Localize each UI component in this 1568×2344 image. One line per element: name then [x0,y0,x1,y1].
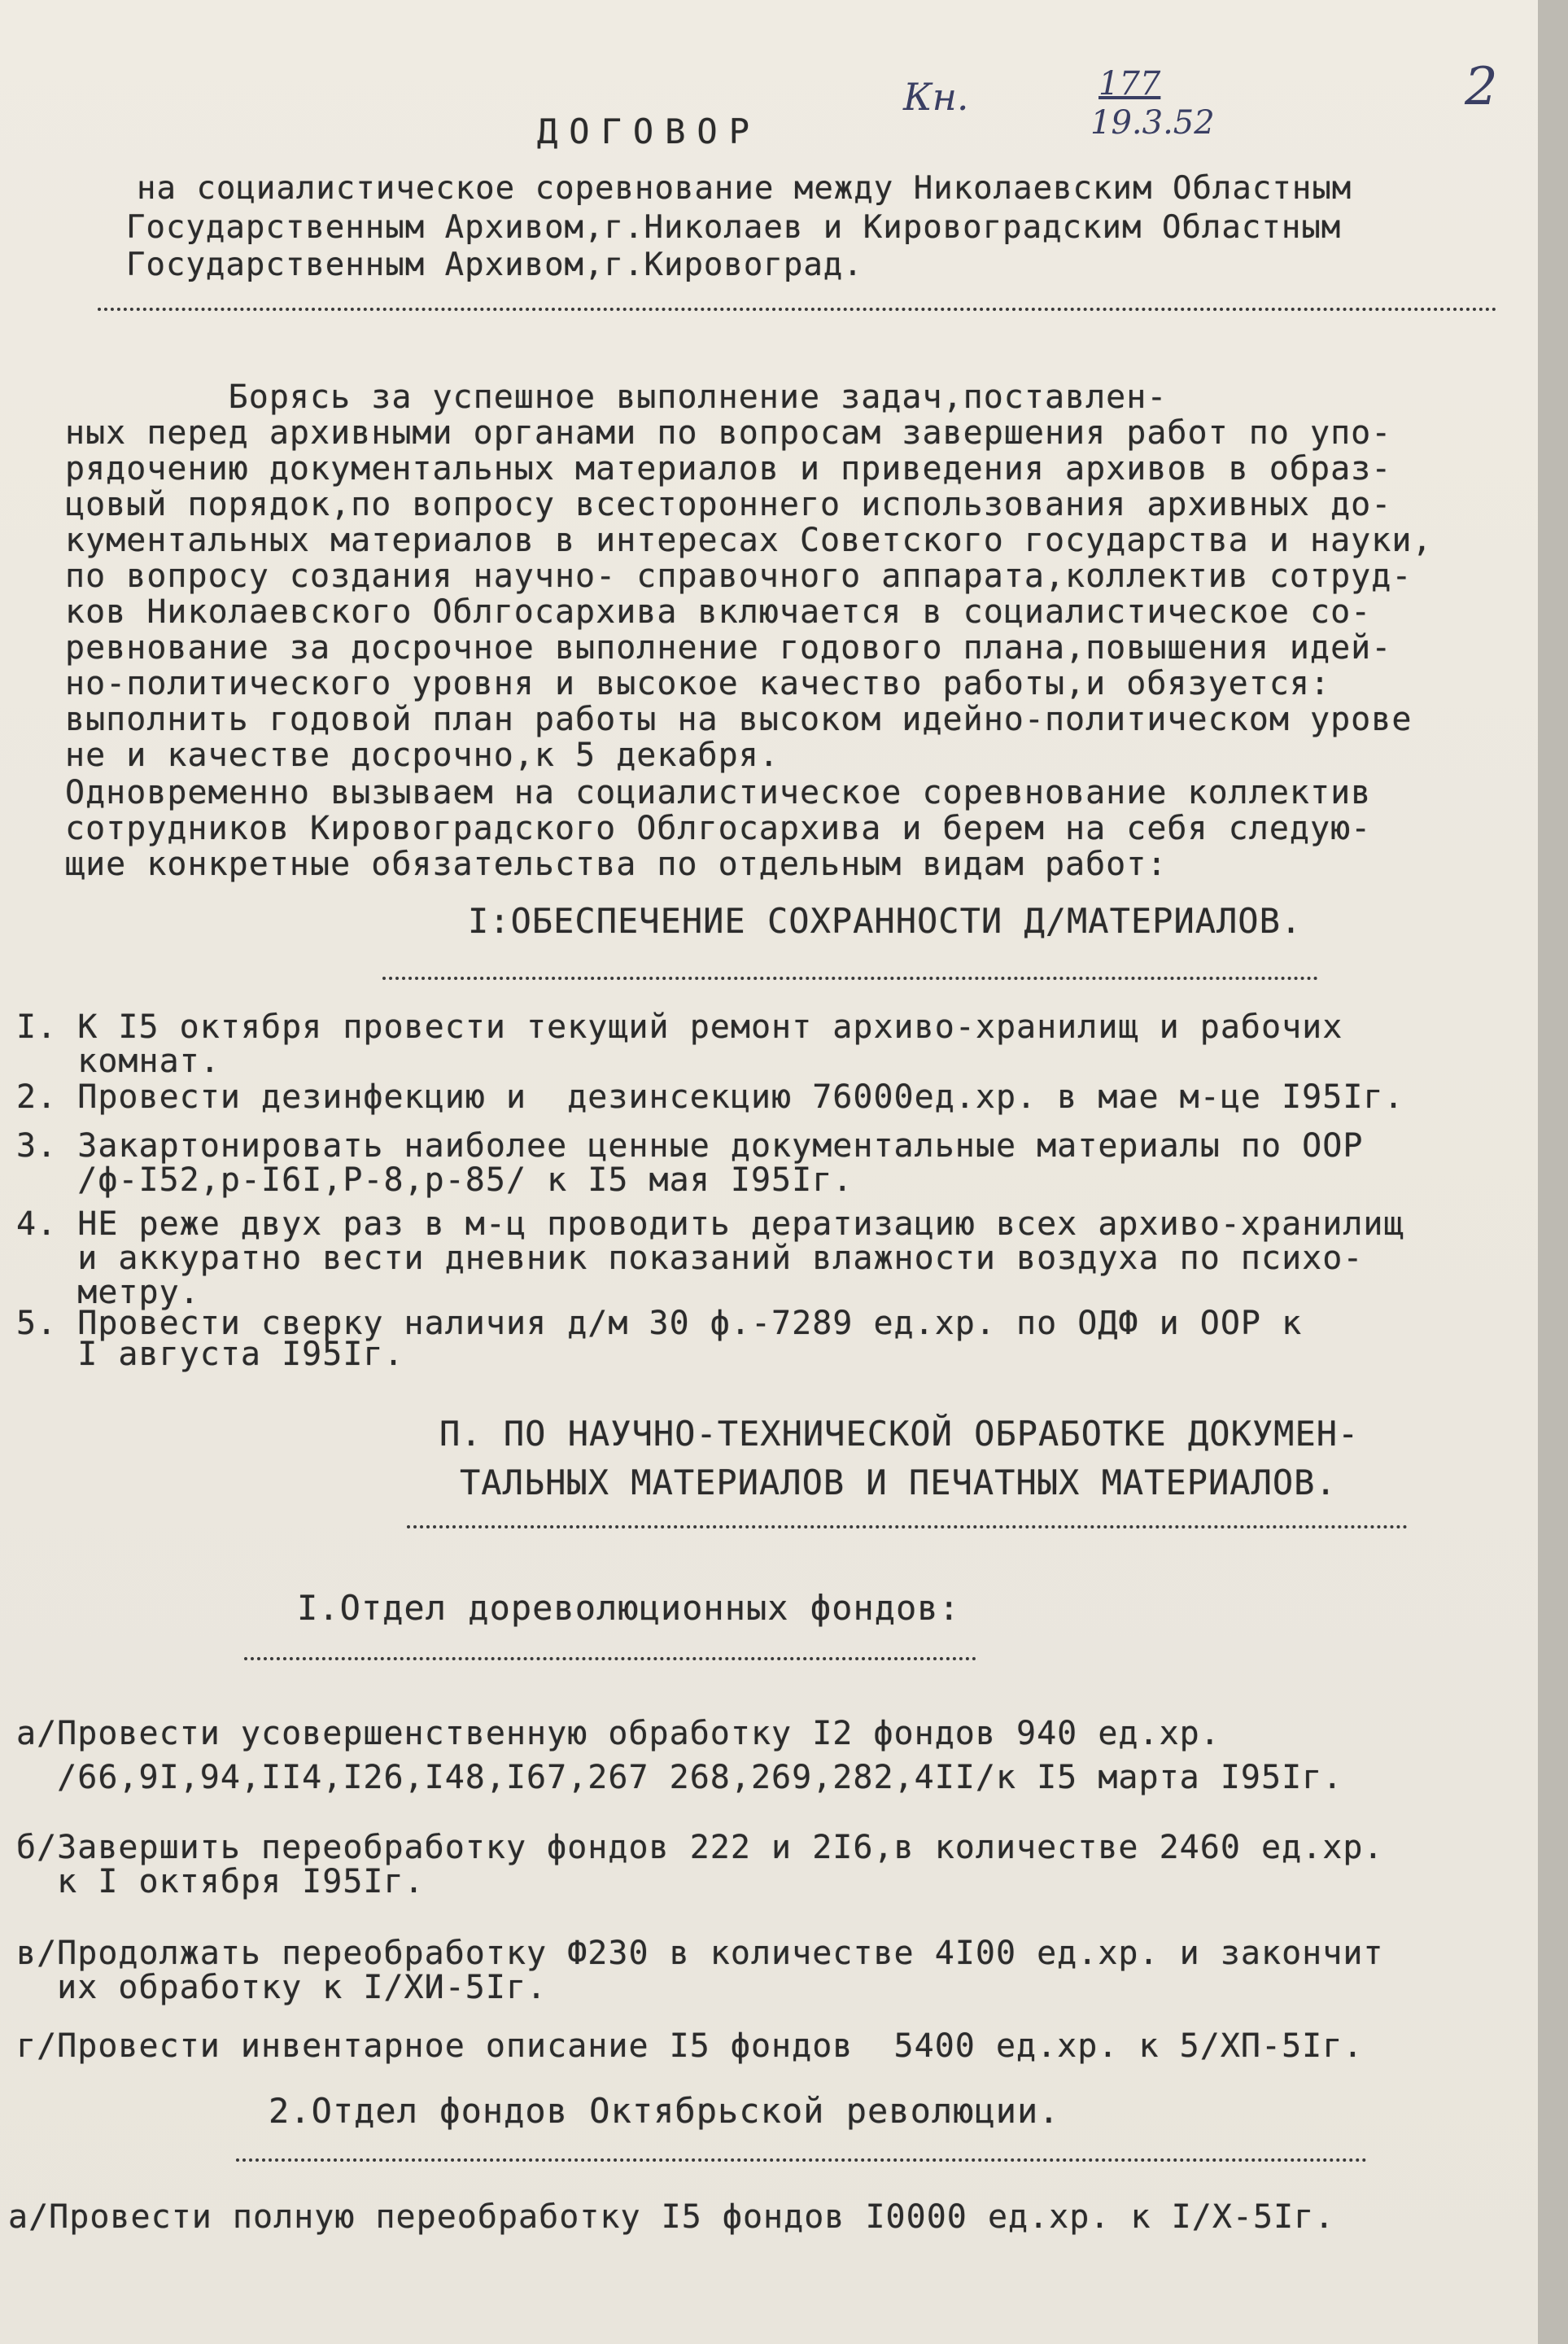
section-1-item: 2. Провести дезинфекцию и дезинсекцию 76000ед.хр. в мае м-це I95Iг. [16,1078,1404,1116]
intro-line: сотрудников Кировоградского Облгосархива и берем на себя следую- [65,810,1372,847]
intro-line: выполнить годовой план работы на высоком идейно-политическом урове [65,701,1413,738]
subsection-1-item: г/Провести инвентарное описание I5 фондов 5400 ед.хр. к 5/ХП-5Iг. [16,2027,1364,2065]
section-1-item: I. К I5 октября провести текущий ремонт архиво-хранилищ и рабочих [16,1008,1343,1046]
intro-line: цовый порядок,по вопросу всестороннего использования архивных до- [65,486,1392,523]
intro-line: Одновременно вызываем на социалистическое соревнование коллектив [65,774,1372,811]
section-1-item: комнат. [16,1043,221,1080]
intro-line: рядочению документальных материалов и приведения архивов в образ- [65,450,1392,488]
subtitle-line-2: Государственным Архивом,г.Николаев и Кировоградским Областным [126,209,1342,246]
section-1-item: 5. Провести сверку наличия д/м 30 ф.-7289 ед.хр. по ОДФ и ООР к [16,1305,1303,1342]
section-1-item: 4. НЕ реже двух раз в м-ц проводить дератизацию всех архиво-хранилищ [16,1205,1404,1243]
intro-line: по вопросу создания научно- справочного аппарата,коллектив сотруд- [65,558,1413,595]
subsection-1-item: б/Завершить переобработку фондов 222 и 2I6,в количестве 2460 ед.хр. [16,1829,1384,1866]
intro-line: ревнование за досрочное выполнение годового плана,повышения идей- [65,629,1392,667]
intro-line: ных перед архивными органами по вопросам завершения работ по упо- [65,414,1392,452]
handwritten-archive-mark: Кн. [903,75,969,119]
section-1-item: I августа I95Iг. [16,1336,404,1373]
document-title: ДОГОВОР [537,112,762,151]
intro-line: щие конкретные обязательства по отдельным видам работ: [65,846,1168,883]
subsection-1-item: /66,9I,94,II4,I26,I48,I67,267 268,269,282,4II/к I5 марта I95Iг. [16,1759,1343,1796]
section-2-heading: П. ПО НАУЧНО-ТЕХНИЧЕСКОЙ ОБРАБОТКЕ ДОКУМЕН- [439,1414,1360,1454]
section-1-heading: I:ОБЕСПЕЧЕНИЕ СОХРАННОСТИ Д/МАТЕРИАЛОВ. [468,901,1303,941]
subtitle-line-1: на социалистическое соревнование между Николаевским Областным [137,170,1352,207]
scan-background-edge [1538,0,1568,2344]
subsection-1-divider [244,1657,976,1660]
intro-line: ков Николаевского Облгосархива включается в социалистическое со- [65,593,1372,631]
section-2-divider [407,1525,1408,1528]
subtitle-divider [98,308,1497,311]
subtitle-line-3: Государственным Архивом,г.Кировоград. [126,247,863,283]
handwritten-archive-number: 177 [1098,65,1161,103]
subsection-1-item: в/Продолжать переобработку Ф230 в количестве 4I00 ед.хр. и закончит [16,1935,1384,1972]
subsection-1-heading: I.Отдел дореволюционных фондов: [297,1588,960,1628]
handwritten-archive-date: 19.3.52 [1090,104,1215,142]
subsection-2-item: а/Провести полную переобработку I5 фондов I0000 ед.хр. к I/Х-5Iг. [8,2198,1335,2236]
subsection-1-item: их обработку к I/ХИ-5Iг. [16,1969,548,2006]
subsection-2-heading: 2.Отдел фондов Октябрьской революции. [269,2091,1060,2131]
intro-line: Борясь за успешное выполнение задач,поставлен- [65,378,1168,416]
intro-line: кументальных материалов в интересах Советского государства и науки, [65,522,1433,559]
subsection-1-item: к I октября I95Iг. [16,1863,425,1900]
section-2-heading: ТАЛЬНЫХ МАТЕРИАЛОВ И ПЕЧАТНЫХ МАТЕРИАЛОВ. [460,1463,1337,1502]
section-1-item: метру. [16,1274,200,1311]
handwritten-page-number: 2 [1465,57,1498,117]
intro-line: не и качестве досрочно,к 5 декабря. [65,737,780,774]
subsection-2-divider [236,2158,1367,2162]
subsection-1-item: а/Провести усовершенственную обработку I2 фондов 940 ед.хр. [16,1715,1221,1752]
section-1-item: и аккуратно вести дневник показаний влажности воздуха по психо- [16,1240,1364,1277]
section-1-item: /ф-I52,р-I6I,Р-8,р-85/ к I5 мая I95Iг. [16,1161,854,1199]
intro-line: но-политического уровня и высокое качество работы,и обязуется: [65,665,1331,702]
section-1-divider [382,977,1318,980]
section-1-item: 3. Закартонировать наиболее ценные документальные материалы по ООР [16,1127,1364,1165]
